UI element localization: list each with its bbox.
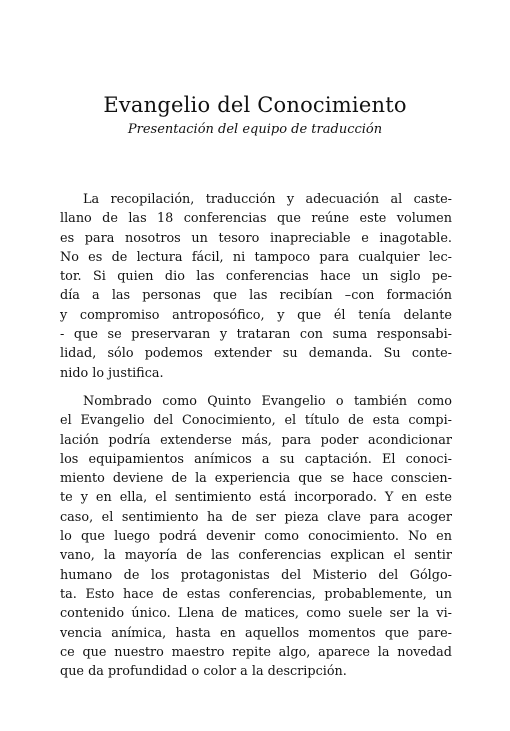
text-line: nido lo justifica. bbox=[60, 365, 164, 381]
text-line: contenido único. Llena de matices, como suele ser la vi- bbox=[60, 606, 452, 622]
text-line: vano, la mayoría de las conferencias explican el sentir bbox=[60, 548, 452, 564]
text-line: caso, el sentimiento ha de ser pieza clave para acoger bbox=[60, 509, 452, 525]
text-line: La recopilación, traducción y adecuación al caste- bbox=[83, 192, 452, 207]
text-line: vencia anímica, hasta en aquellos momentos que pare- bbox=[60, 625, 452, 641]
text-line: que da profundidad o color a la descripción. bbox=[60, 664, 347, 680]
text-line: día a las personas que las recibían –con formación bbox=[60, 288, 452, 304]
text-line: ce que nuestro maestro repite algo, aparece la novedad bbox=[60, 644, 452, 660]
text-line: y compromiso antroposófico, y que él tenía delante bbox=[60, 307, 452, 323]
text-line: el Evangelio del Conocimiento, el título de esta compi- bbox=[60, 413, 452, 429]
text-line: lación podría extenderse más, para poder acondicionar bbox=[60, 432, 452, 448]
text-line: humano de los protagonistas del Misterio del Gólgo- bbox=[60, 567, 452, 583]
text-line: los equipamientos anímicos a su captación. El conoci- bbox=[60, 451, 452, 467]
text-line: Nombrado como Quinto Evangelio o también como bbox=[83, 393, 452, 409]
page-title: Evangelio del Conocimiento bbox=[103, 93, 407, 117]
text-line: ta. Esto hace de estas conferencias, probablemente, un bbox=[60, 586, 452, 602]
page-subtitle: Presentación del equipo de traducción bbox=[127, 122, 383, 137]
text-line: - que se preservaran y trataran con suma responsabi- bbox=[60, 327, 452, 343]
text-line: lidad, sólo podemos extender su demanda. Su conte- bbox=[60, 346, 452, 362]
text-line: es para nosotros un tesoro inapreciable e inagotable. bbox=[60, 230, 452, 246]
text-line: lo que luego podrá devenir como conocimiento. No en bbox=[60, 529, 452, 545]
text-line: tor. Si quien dio las conferencias hace un siglo pe- bbox=[60, 269, 452, 285]
body-text bbox=[60, 190, 452, 681]
text-line: No es de lectura fácil, ni tampoco para cualquier lec- bbox=[60, 249, 452, 265]
text-line: te y en ella, el sentimiento está incorporado. Y en este bbox=[60, 490, 452, 506]
paragraph-1 bbox=[60, 190, 452, 383]
text-line: llano de las 18 conferencias que reúne este volumen bbox=[60, 211, 452, 227]
text-line: miento deviene de la experiencia que se hace conscien- bbox=[60, 471, 452, 487]
paragraph-2 bbox=[60, 392, 452, 681]
